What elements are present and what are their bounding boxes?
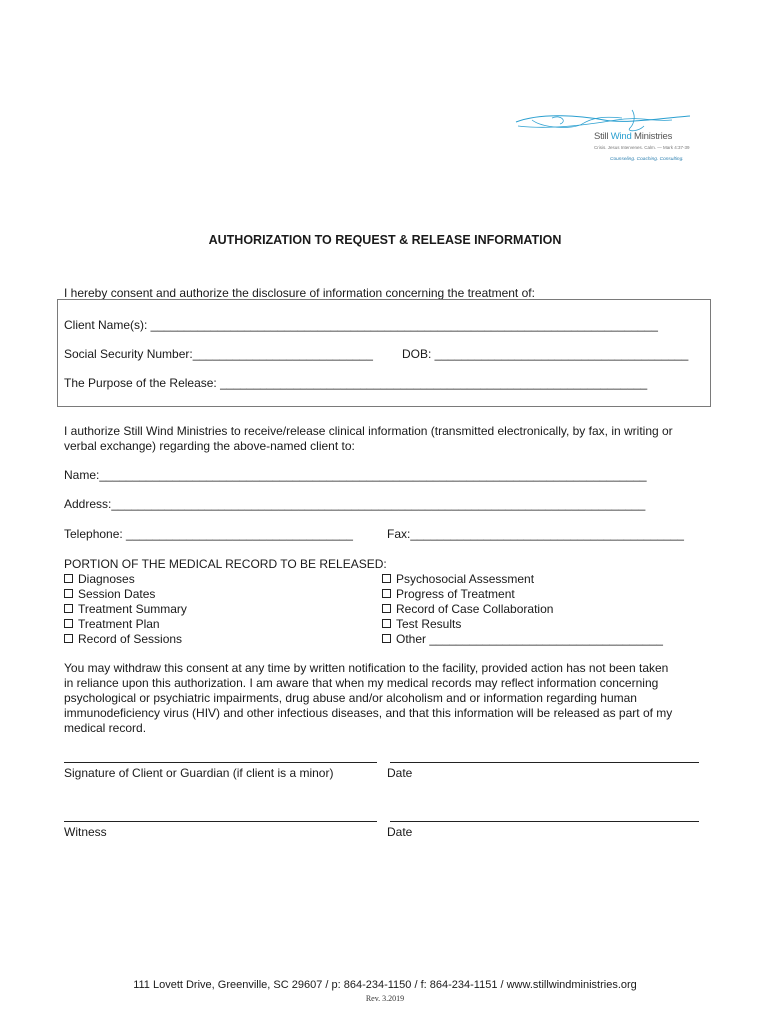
signature-label: Signature of Client or Guardian (if client is a minor) — [64, 766, 334, 780]
checkbox-icon[interactable] — [382, 574, 391, 583]
checkbox-progress-of-treatment[interactable]: Progress of Treatment — [382, 587, 515, 601]
checkbox-icon[interactable] — [64, 619, 73, 628]
checkbox-other[interactable]: Other ___________________________________ — [382, 632, 663, 646]
checkbox-record-of-sessions[interactable]: Record of Sessions — [64, 632, 182, 646]
dob-field[interactable]: DOB: ______________________________________ — [402, 347, 689, 361]
witness-date-label: Date — [387, 825, 413, 839]
ssn-field[interactable]: Social Security Number:___________________________ — [64, 347, 373, 361]
recipient-address-field[interactable]: Address:________________________________________________________________________________ — [64, 497, 646, 511]
checkbox-icon[interactable] — [64, 634, 73, 643]
ministry-logo — [512, 108, 702, 178]
withdraw-text-line-4: immunodeficiency virus (HIV) and other infectious diseases, and that this information will be released as part of my — [64, 706, 673, 720]
checkbox-icon[interactable] — [382, 634, 391, 643]
checkbox-test-results[interactable]: Test Results — [382, 617, 461, 631]
checkbox-icon[interactable] — [382, 604, 391, 613]
witness-label: Witness — [64, 825, 107, 839]
portion-heading: PORTION OF THE MEDICAL RECORD TO BE RELEASED: — [64, 557, 387, 571]
logo-services: Counseling. Coaching. Consulting. — [610, 157, 684, 162]
checkbox-psychosocial-assessment[interactable]: Psychosocial Assessment — [382, 572, 534, 586]
revision-label: Rev. 3.2019 — [365, 994, 405, 1003]
checkbox-icon[interactable] — [64, 574, 73, 583]
withdraw-text-line-1: You may withdraw this consent at any time by written notification to the facility, provided action has not been taken — [64, 661, 669, 675]
consent-intro: I hereby consent and authorize the disclosure of information concerning the treatment of: — [64, 286, 535, 300]
withdraw-text-line-2: in reliance upon this authorization. I am aware that when my medical records may reflect information concerning — [64, 676, 659, 690]
checkbox-case-collaboration[interactable]: Record of Case Collaboration — [382, 602, 553, 616]
checkbox-treatment-summary[interactable]: Treatment Summary — [64, 602, 187, 616]
signature-date-label: Date — [387, 766, 413, 780]
recipient-fax-field[interactable]: Fax:_________________________________________ — [387, 527, 684, 541]
signature-line[interactable] — [64, 762, 377, 763]
checkbox-diagnoses[interactable]: Diagnoses — [64, 572, 135, 586]
checkbox-session-dates[interactable]: Session Dates — [64, 587, 155, 601]
witness-date-line[interactable] — [390, 821, 699, 822]
withdraw-text-line-3: psychological or psychiatric impairments, drug abuse and/or alcoholism and or information regarding human — [64, 691, 637, 705]
checkbox-icon[interactable] — [382, 619, 391, 628]
checkbox-icon[interactable] — [64, 604, 73, 613]
logo-tagline: Crisis. Jesus Intervenes. Calm. — Mark 4:37-39 — [594, 145, 690, 150]
recipient-name-field[interactable]: Name:__________________________________________________________________________________ — [64, 468, 647, 482]
checkbox-treatment-plan[interactable]: Treatment Plan — [64, 617, 160, 631]
logo-text: Still Wind Ministries — [594, 131, 673, 142]
document-title: AUTHORIZATION TO REQUEST & RELEASE INFORMATION — [208, 233, 562, 247]
withdraw-text-line-5: medical record. — [64, 721, 147, 735]
footer-contact: 111 Lovett Drive, Greenville, SC 29607 / p: 864-234-1150 / f: 864-234-1151 / www.stillwindministries.org — [133, 979, 637, 991]
signature-date-line[interactable] — [390, 762, 699, 763]
witness-line[interactable] — [64, 821, 377, 822]
authorize-text-line-1: I authorize Still Wind Ministries to receive/release clinical information (transmitted electronically, by fax, in writing or — [64, 424, 673, 438]
purpose-field[interactable]: The Purpose of the Release: ________________________________________________________________ — [64, 376, 648, 390]
client-name-field[interactable]: Client Name(s): ____________________________________________________________________________ — [64, 318, 658, 332]
wind-swirl-icon — [512, 108, 702, 148]
checkbox-icon[interactable] — [64, 589, 73, 598]
authorize-text-line-2: verbal exchange) regarding the above-named client to: — [64, 439, 355, 453]
recipient-telephone-field[interactable]: Telephone: __________________________________ — [64, 527, 353, 541]
checkbox-icon[interactable] — [382, 589, 391, 598]
